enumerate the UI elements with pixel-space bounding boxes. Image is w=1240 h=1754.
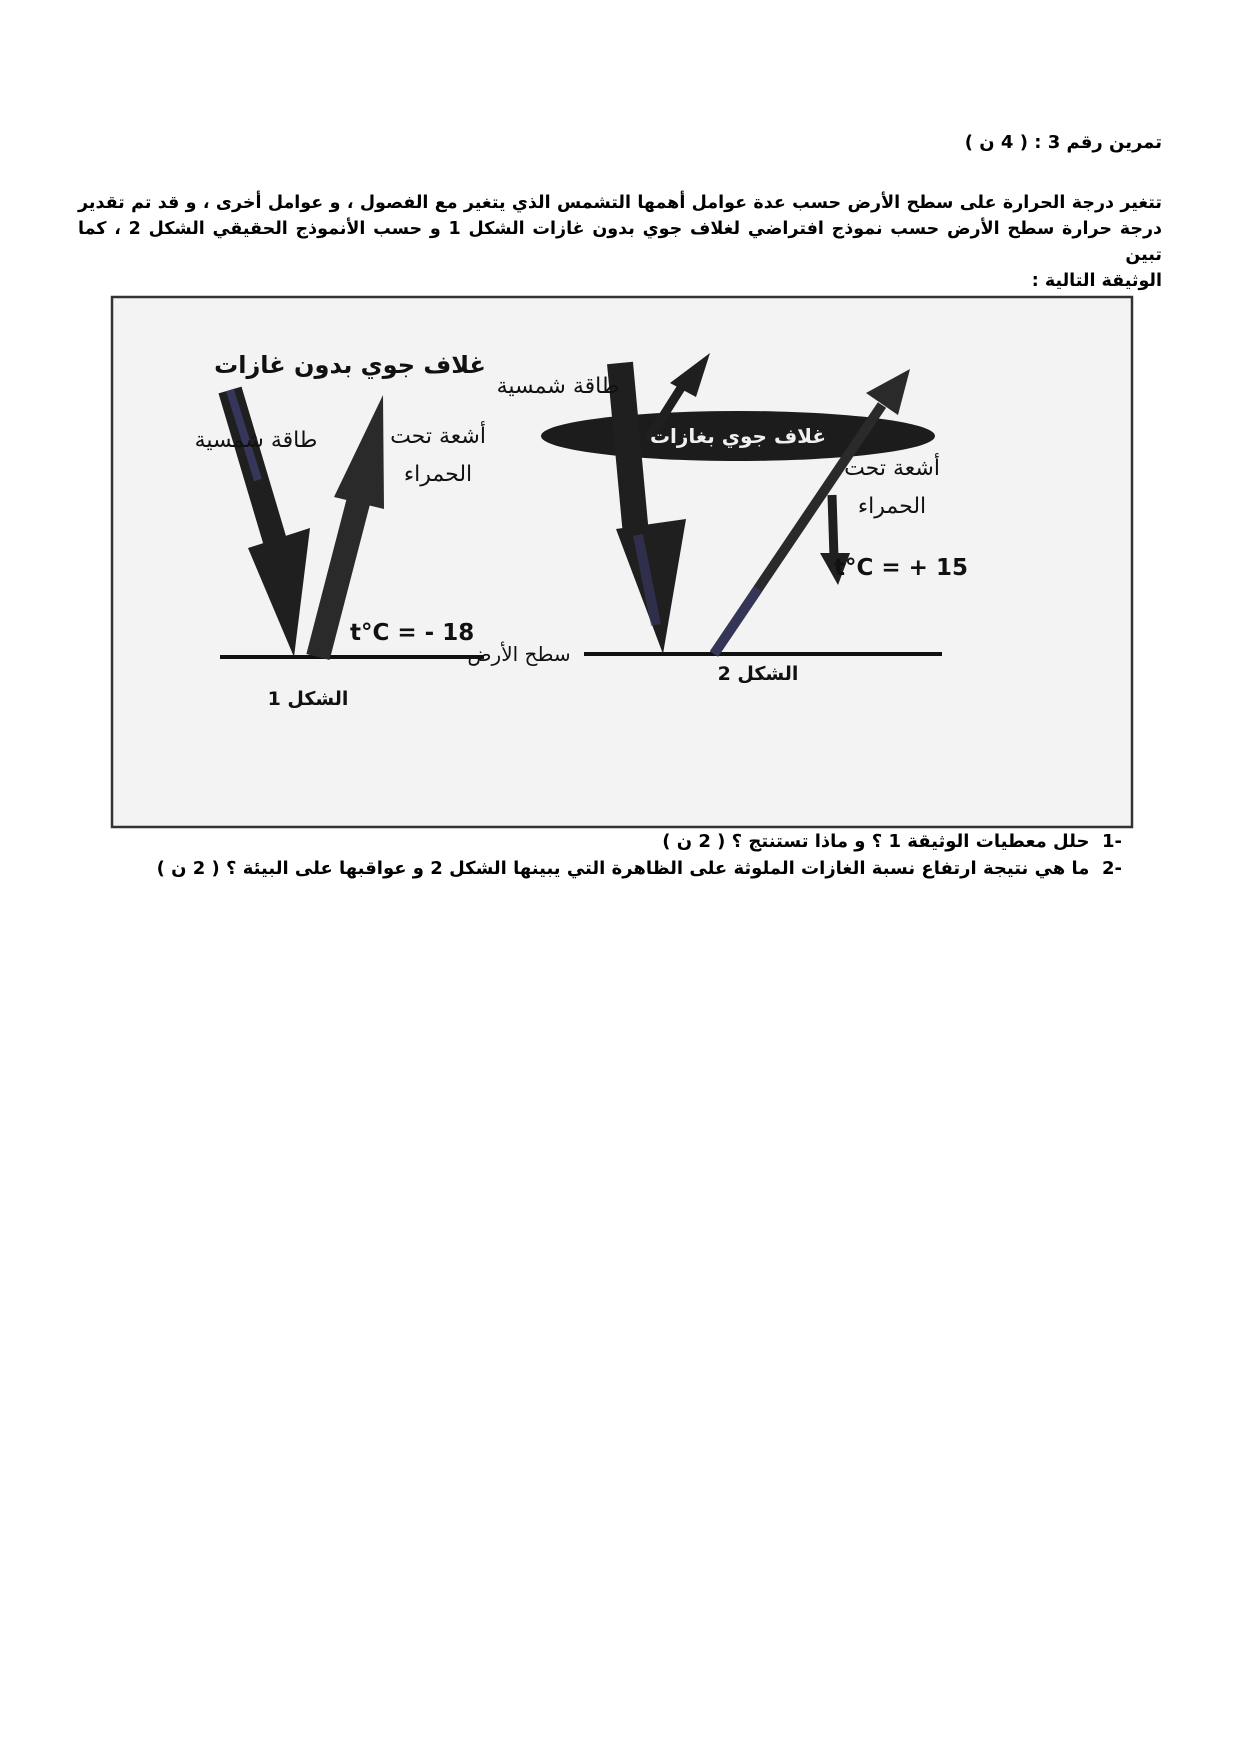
fig1-ir-label-1: أشعة تحت — [390, 424, 486, 449]
fig1-caption: الشكل 1 — [267, 688, 349, 710]
question-text: حلل معطيات الوثيقة 1 ؟ و ماذا تستنتج ؟ ( 2 ن ) — [662, 831, 1090, 852]
fig2-solar-label: طاقة شمسية — [496, 374, 620, 399]
fig2-atmosphere-label: غلاف جوي بغازات — [649, 424, 827, 448]
fig2-ir-label-2: الحمراء — [857, 494, 927, 519]
fig1-temperature: t°C = - 18 — [350, 620, 475, 646]
question-number: -2 — [1101, 858, 1122, 879]
question-item — [157, 855, 1122, 882]
back-radiation-arrow-fig2 — [832, 495, 834, 557]
fig1-ir-label-2: الحمراء — [403, 462, 473, 487]
question-number: -1 — [1101, 831, 1122, 852]
figure-drawing — [98, 285, 1162, 830]
question-text: ما هي نتيجة ارتفاع نسبة الغازات الملوثة على الظاهرة التي يبينها الشكل 2 و عواقبها على البيئة ؟ ( 2 ن ) — [156, 858, 1090, 879]
fig2-temperature: t°C = + 15 — [834, 555, 968, 581]
intro-line: تتغير درجة الحرارة على سطح الأرض حسب عدة عوامل أهمها التشمس الذي يتغير مع الفصول ، و عوامل أخرى ، و قد تم تقدير — [78, 193, 1162, 213]
fig2-caption: الشكل 2 — [717, 663, 799, 685]
solar-arrow-fig2 — [620, 363, 636, 535]
fig1-title: غلاف جوي بدون غازات — [214, 351, 486, 379]
intro-paragraph — [78, 190, 1162, 294]
fig1-solar-label: طاقة شمسية — [194, 428, 318, 453]
questions-list — [157, 828, 1122, 882]
intro-line: الوثيقة التالية : — [1031, 271, 1162, 291]
greenhouse-figure — [98, 285, 1162, 830]
exercise-heading: تمرين رقم 3 : ( 4 ن ) — [964, 132, 1162, 153]
question-item — [157, 828, 1122, 855]
fig2-ir-label-1: أشعة تحت — [844, 456, 940, 481]
ground-label: سطح الأرض — [467, 642, 571, 666]
intro-line: درجة حرارة سطح الأرض حسب نموذج افتراضي لغلاف جوي بدون غازات الشكل 1 و حسب الأنموذج الحقيقي الشكل 2 ، كما تبين — [78, 219, 1162, 265]
